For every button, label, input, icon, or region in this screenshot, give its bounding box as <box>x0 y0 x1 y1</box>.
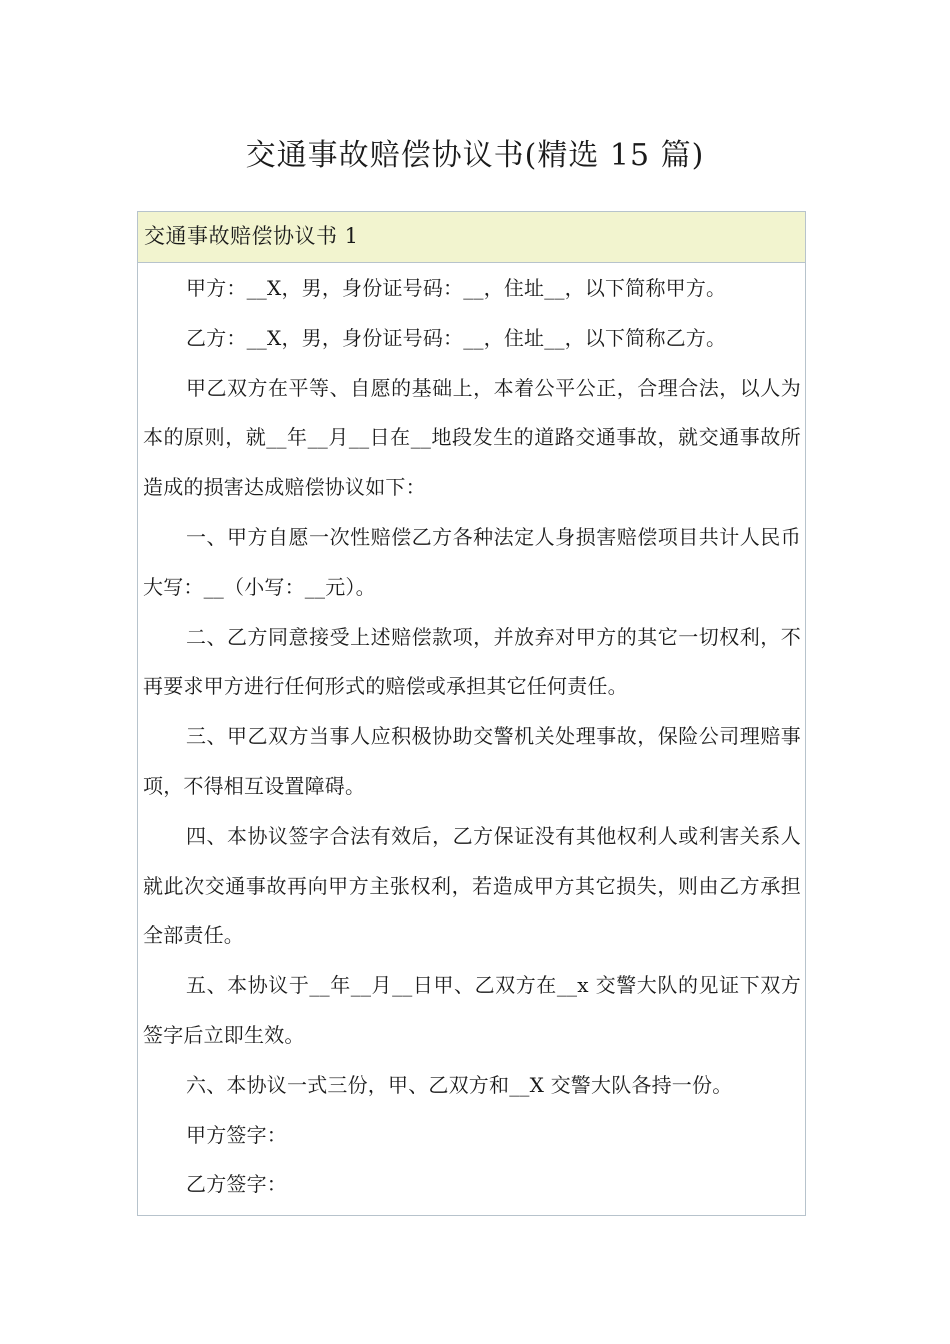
party-a-info: 甲方：__X，男，身份证号码：__，住址__，以下简称甲方。 <box>186 276 727 300</box>
section-heading: 交通事故赔偿协议书 1 <box>138 212 805 263</box>
clause-2: 二、乙方同意接受上述赔偿款项，并放弃对甲方的其它一切权利，不再要求甲方进行任何形式的赔偿或承担其它任何责任。 <box>143 624 801 699</box>
party-a-signature: 甲方签字： <box>186 1122 287 1147</box>
party-b-info: 乙方：__X，男，身份证号码：__，住址__，以下简称乙方。 <box>186 325 727 350</box>
clause-6: 六、本协议一式三份，甲、乙双方和__X 交警大队各持一份。 <box>186 1072 733 1097</box>
party-b-signature: 乙方签字： <box>186 1172 287 1197</box>
clause-5: 五、本协议于__年__月__日甲、乙双方在__x 交警大队的见证下双方签字后立即生效。 <box>143 973 801 1047</box>
preamble-paragraph: 甲乙双方在平等、自愿的基础上，本着公平公正，合理合法，以人为本的原则，就__年__月__日在__地段发生的道路交通事故，就交通事故所造成的损害达成赔偿协议如下： <box>143 375 801 500</box>
clause-4: 四、本协议签字合法有效后，乙方保证没有其他权利人或利害关系人就此次交通事故再向甲方主张权利，若造成甲方其它损失，则由乙方承担全部责任。 <box>143 823 801 948</box>
clause-3: 三、甲乙双方当事人应积极协助交警机关处理事故，保险公司理赔事项，不得相互设置障碍。 <box>143 724 801 798</box>
clause-1: 一、甲方自愿一次性赔偿乙方各种法定人身损害赔偿项目共计人民币大写：__（小写：__元）。 <box>143 524 801 599</box>
section-body <box>138 263 805 1210</box>
agreement-section <box>137 211 806 1216</box>
document-title: 交通事故赔偿协议书(精选 15 篇) <box>245 138 705 173</box>
